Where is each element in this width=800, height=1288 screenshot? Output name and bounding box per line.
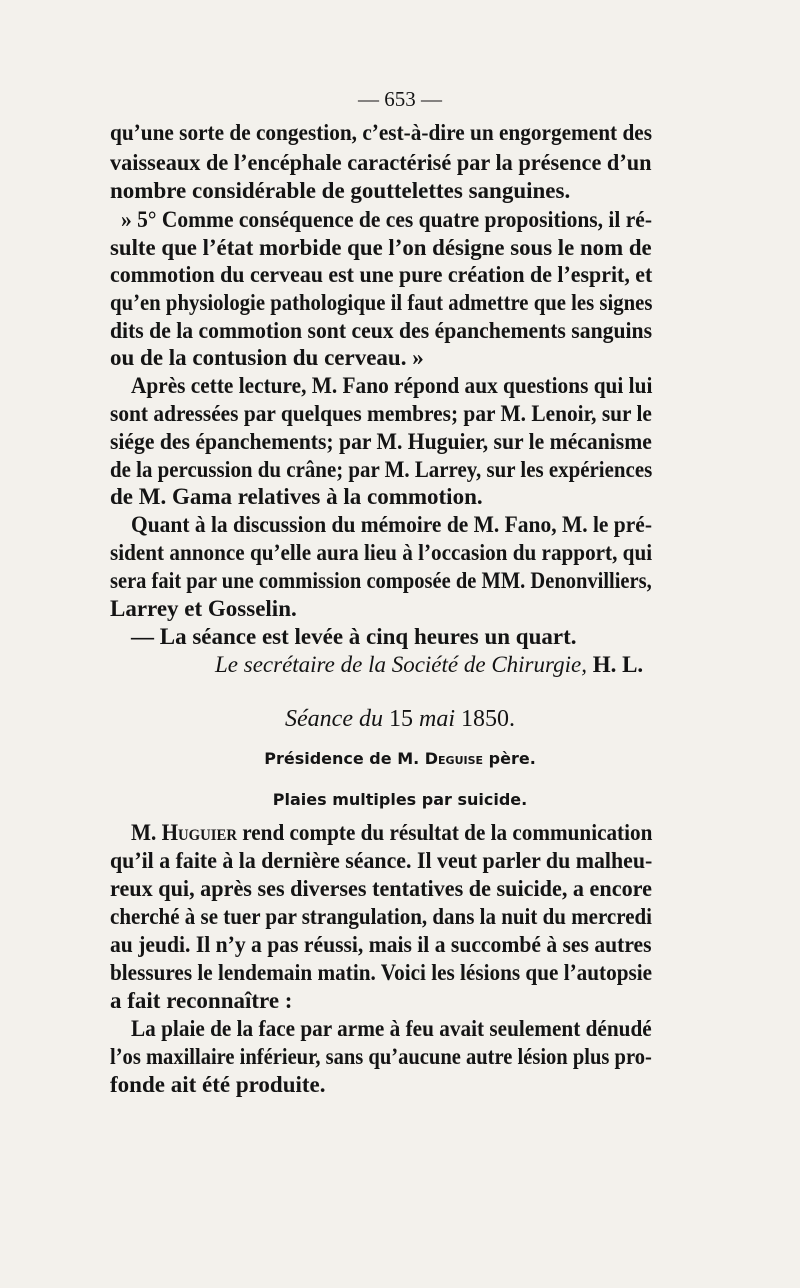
text-line: Quant à la discussion du mémoire de M. Fano, M. le pré- bbox=[131, 512, 652, 537]
president-title: M. bbox=[397, 749, 420, 768]
text-line: sident annonce qu’elle aura lieu à l’occasion du rapport, qui bbox=[110, 540, 653, 565]
text-line bbox=[131, 818, 653, 848]
text-line: au jeudi. Il n’y a pas réussi, mais il a succombé à ses autres bbox=[110, 932, 652, 957]
text-line: Larrey et Gosselin. bbox=[110, 596, 297, 621]
text-line: nombre considérable de gouttelettes sanguines. bbox=[110, 178, 571, 203]
text-line: » 5° Comme conséquence de ces quatre propositions, il ré- bbox=[121, 207, 653, 232]
section-heading: Plaies multiples par suicide. bbox=[272, 790, 528, 809]
signature bbox=[215, 650, 643, 680]
text-line: fonde ait été produite. bbox=[110, 1072, 326, 1097]
text-line: commotion du cerveau est une pure création de l’esprit, et bbox=[110, 262, 653, 287]
text-line: qu’en physiologie pathologique il faut admettre que les signes bbox=[110, 290, 653, 315]
text-line: reux qui, après ses diverses tentatives de suicide, a encore bbox=[110, 876, 652, 901]
text-line: cherché à se tuer par strangulation, dans la nuit du mercredi bbox=[110, 904, 653, 929]
text-line: sont adressées par quelques membres; par M. Lenoir, sur le bbox=[110, 401, 652, 426]
text-line: blessures le lendemain matin. Voici les lésions que l’autopsie bbox=[110, 960, 653, 985]
presidence-prefix: Présidence de bbox=[264, 749, 392, 768]
session-title bbox=[0, 704, 800, 734]
president-name: Deguise bbox=[424, 749, 484, 768]
session-month: mai bbox=[418, 706, 455, 732]
presidence-line bbox=[0, 744, 800, 774]
text-line: a fait reconnaître : bbox=[110, 988, 293, 1013]
signature-title: Le secrétaire de la Société de Chirurgie, bbox=[215, 652, 587, 677]
page-number: — 653 — bbox=[358, 87, 442, 111]
session-day: 15 bbox=[388, 706, 413, 732]
text-line: de la percussion du crâne; par M. Larrey, sur les expériences bbox=[110, 457, 653, 482]
president-suffix: père. bbox=[488, 749, 536, 768]
text-line: qu’il a faite à la dernière séance. Il veut parler du malheu- bbox=[110, 848, 653, 873]
signature-name: H. L. bbox=[592, 652, 644, 677]
speaker-prefix: M. bbox=[131, 820, 157, 845]
text-line: Après cette lecture, M. Fano répond aux questions qui lui bbox=[131, 373, 653, 398]
text-line: sera fait par une commission composée de MM. Denonvilliers, bbox=[110, 568, 652, 593]
text-line: dits de la commotion sont ceux des épanchements sanguins bbox=[110, 318, 653, 343]
text-line: qu’une sorte de congestion, c’est-à-dire un engorgement des bbox=[110, 120, 653, 145]
text-line: l’os maxillaire inférieur, sans qu’aucune autre lésion plus pro- bbox=[110, 1044, 652, 1069]
session-title-prefix: Séance du bbox=[285, 706, 383, 732]
text-line: vaisseaux de l’encéphale caractérisé par la présence d’un bbox=[110, 150, 652, 175]
text-line: La plaie de la face par arme à feu avait seulement dénudé bbox=[131, 1016, 652, 1041]
speaker-name: Huguier bbox=[161, 820, 237, 845]
closing-line: — La séance est levée à cinq heures un quart. bbox=[131, 624, 577, 649]
session-year: 1850. bbox=[460, 706, 515, 732]
text-line: sulte que l’état morbide que l’on désigne sous le nom de bbox=[110, 235, 652, 260]
text-line: ou de la contusion du cerveau. » bbox=[110, 345, 424, 370]
text-line: de M. Gama relatives à la commotion. bbox=[110, 484, 483, 509]
first-line-rest: rend compte du résultat de la communication bbox=[242, 820, 653, 845]
text-line: siége des épanchements; par M. Huguier, sur le mécanisme bbox=[110, 429, 652, 454]
